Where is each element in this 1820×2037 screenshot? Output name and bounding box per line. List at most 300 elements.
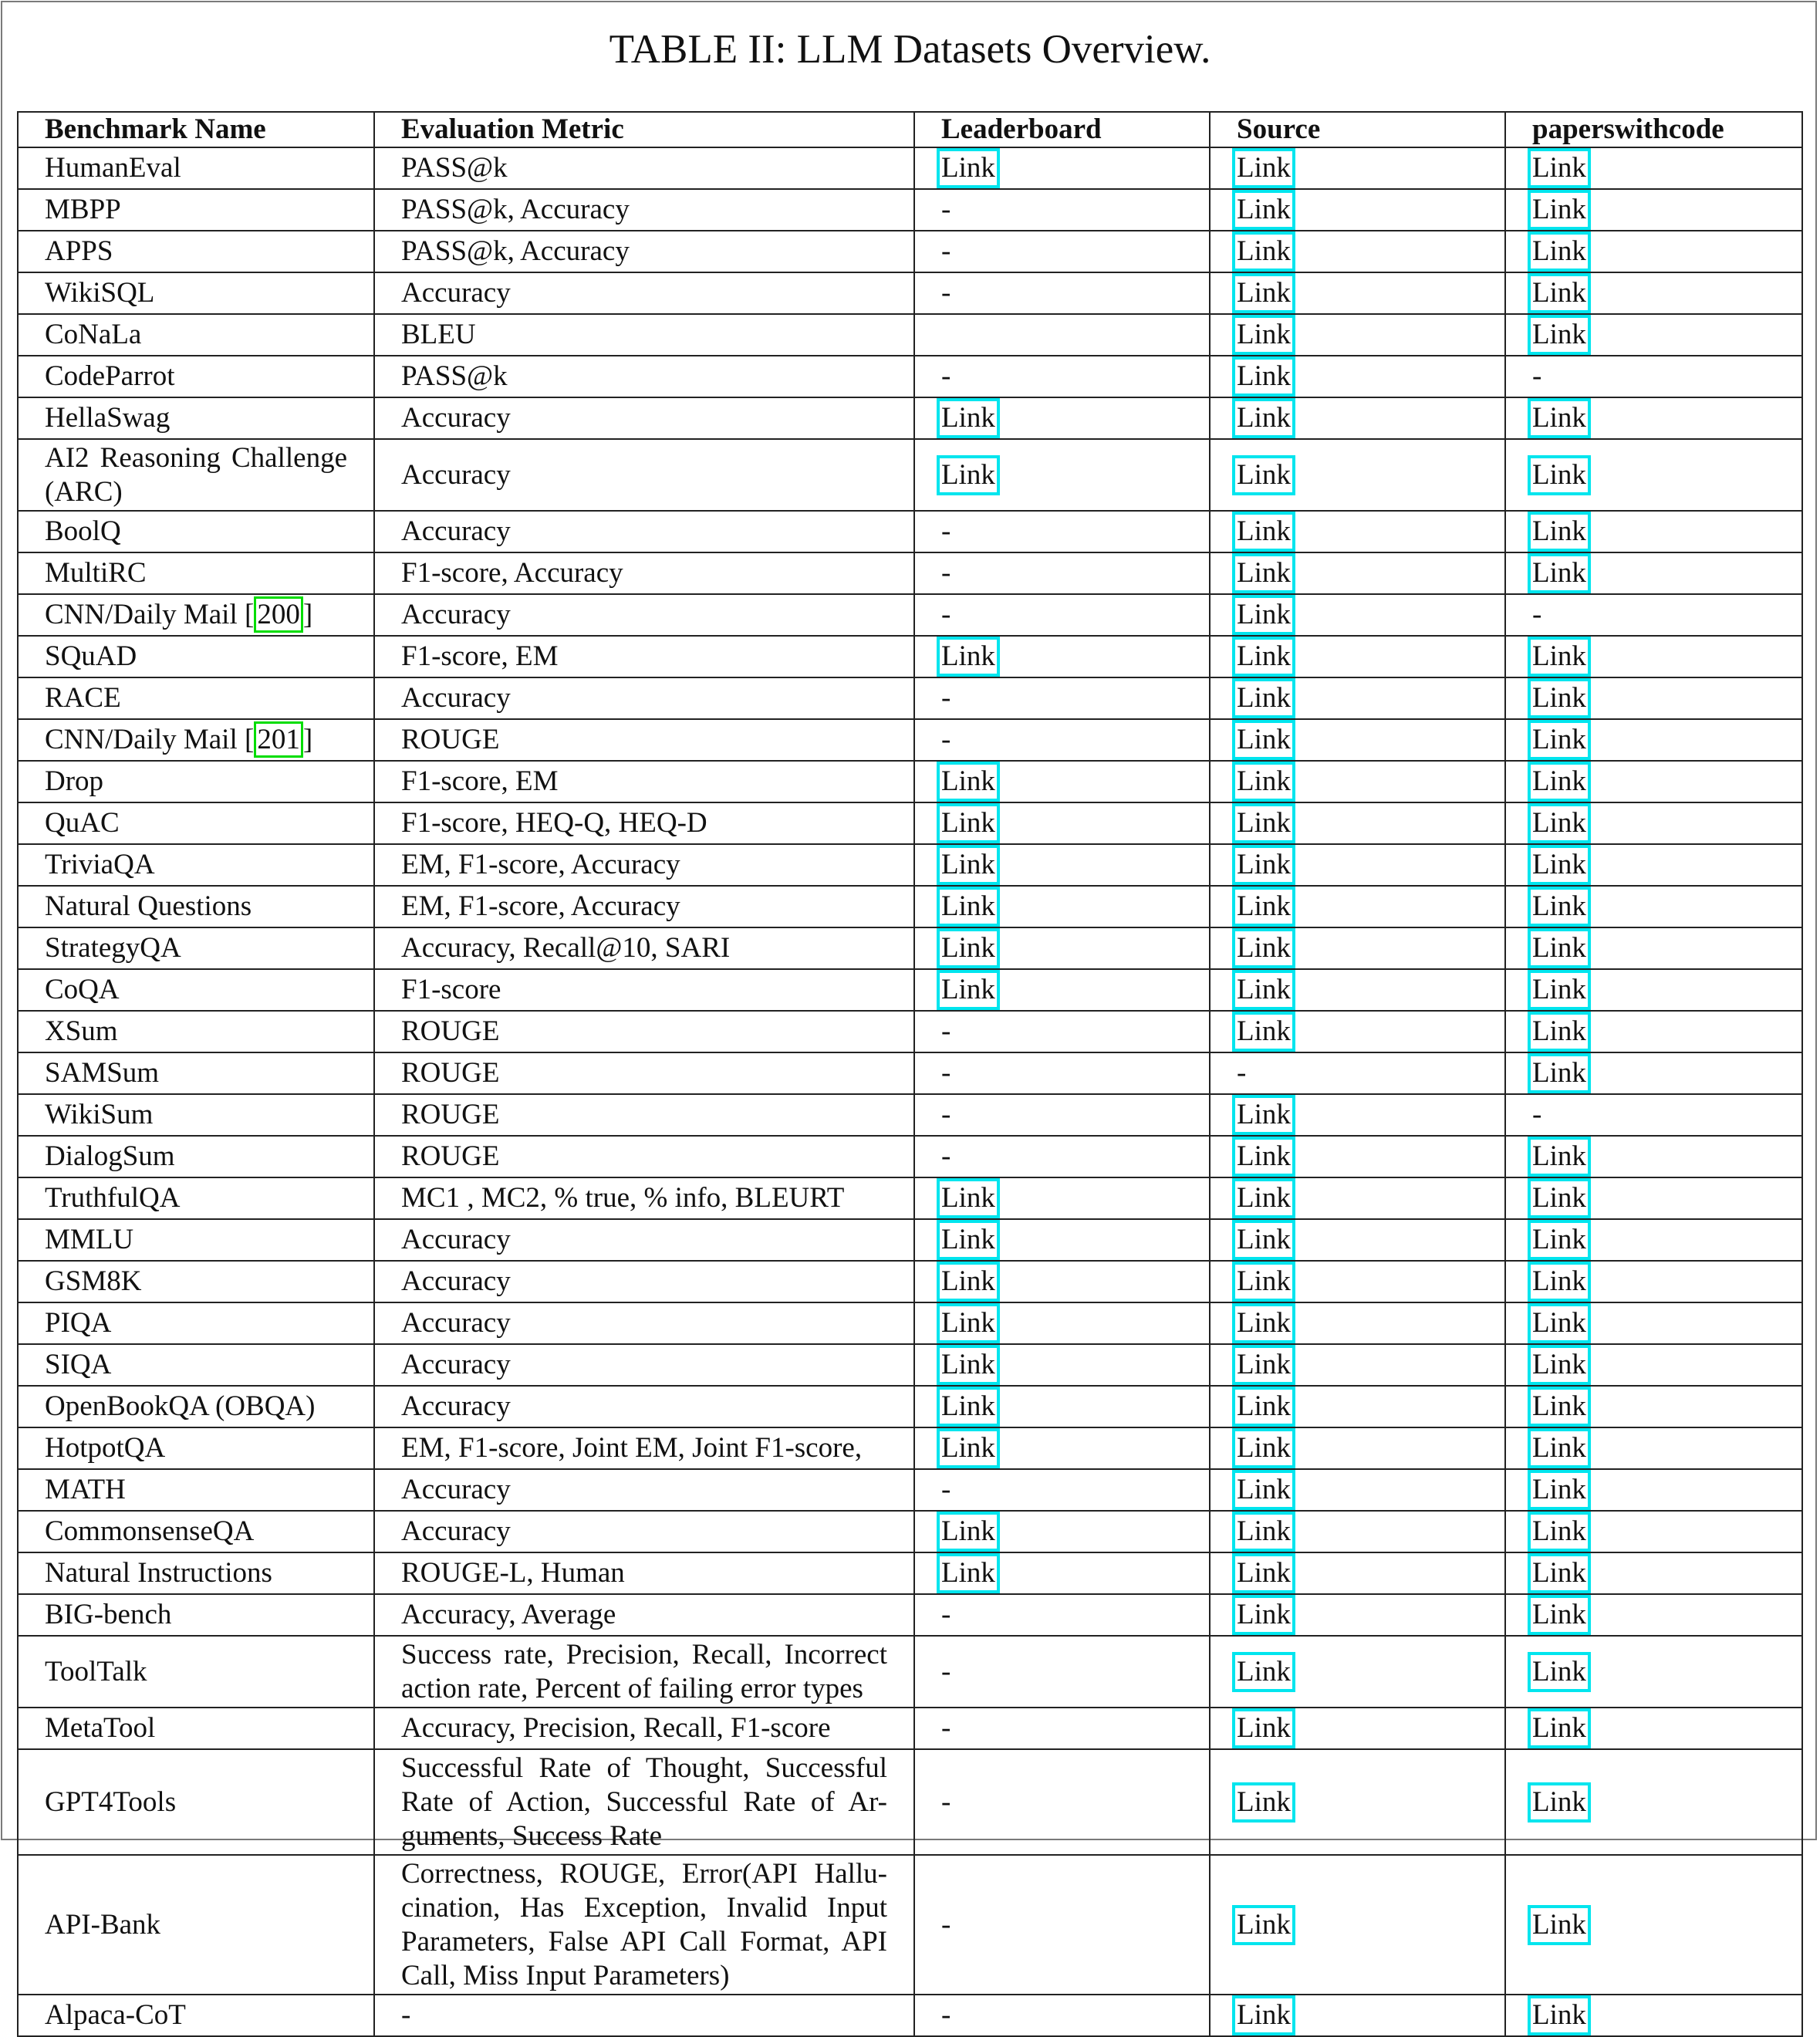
source-link[interactable]: Link (1232, 887, 1295, 927)
paperswithcode-cell (1505, 147, 1802, 189)
leaderboard-cell (914, 189, 1210, 231)
evaluation-metric-cell (374, 1594, 914, 1636)
evaluation-metric-cell (374, 439, 914, 511)
benchmark-name-cell (18, 1855, 374, 1995)
leaderboard-link[interactable]: Link (937, 845, 1000, 885)
source-link[interactable]: Link (1232, 1137, 1295, 1177)
leaderboard-link[interactable]: Link (937, 970, 1000, 1010)
paperswithcode-cell (1505, 927, 1802, 969)
table-row (18, 1136, 1802, 1177)
source-cell (1210, 356, 1505, 397)
source-link[interactable]: Link (1232, 762, 1295, 802)
source-cell (1210, 1511, 1505, 1552)
benchmark-name: MATH (45, 1474, 126, 1505)
source-link[interactable]: Link (1232, 1220, 1295, 1260)
table-row (18, 1011, 1802, 1052)
source-link[interactable]: Link (1232, 356, 1295, 397)
table-row (18, 1427, 1802, 1469)
paperswithcode-link[interactable]: Link (1528, 720, 1591, 760)
evaluation-metric: PASS@k (401, 360, 508, 392)
benchmark-name: OpenBookQA (OBQA) (45, 1390, 316, 1422)
leaderboard-link[interactable]: Link (937, 1512, 1000, 1552)
paperswithcode-link[interactable]: Link (1528, 678, 1591, 718)
source-link[interactable]: Link (1232, 1905, 1295, 1945)
source-link[interactable]: Link (1232, 678, 1295, 718)
leaderboard-value: - (941, 1785, 951, 1818)
leaderboard-value: - (941, 682, 951, 714)
paperswithcode-link[interactable]: Link (1528, 315, 1591, 355)
source-link[interactable]: Link (1232, 190, 1295, 230)
source-link[interactable]: Link (1232, 1095, 1295, 1135)
paperswithcode-cell (1505, 1302, 1802, 1344)
paperswithcode-link[interactable]: Link (1528, 637, 1591, 677)
table-row (18, 356, 1802, 397)
evaluation-metric: Accuracy (401, 682, 511, 714)
leaderboard-value: - (941, 724, 951, 755)
leaderboard-cell (914, 439, 1210, 511)
paperswithcode-cell (1505, 1552, 1802, 1594)
source-link[interactable]: Link (1232, 553, 1295, 593)
leaderboard-link[interactable]: Link (937, 928, 1000, 968)
benchmark-name-cell (18, 677, 374, 719)
leaderboard-cell (914, 1344, 1210, 1386)
benchmark-name: APPS (45, 235, 113, 267)
paperswithcode-link[interactable]: Link (1528, 1782, 1591, 1822)
paperswithcode-cell (1505, 1136, 1802, 1177)
table-row (18, 397, 1802, 439)
paperswithcode-link[interactable]: Link (1528, 455, 1591, 495)
leaderboard-link[interactable]: Link (937, 1220, 1000, 1260)
source-cell (1210, 719, 1505, 761)
source-cell (1210, 1995, 1505, 2036)
source-link[interactable]: Link (1232, 148, 1295, 188)
evaluation-metric: PASS@k, Accuracy (401, 194, 630, 225)
leaderboard-cell (914, 719, 1210, 761)
evaluation-metric-cell (374, 719, 914, 761)
source-cell (1210, 969, 1505, 1011)
benchmark-name-cell (18, 356, 374, 397)
paperswithcode-link[interactable]: Link (1528, 512, 1591, 552)
leaderboard-link[interactable]: Link (937, 148, 1000, 188)
benchmark-name-cell (18, 761, 374, 802)
benchmark-name: WikiSum (45, 1099, 154, 1130)
evaluation-metric: Accuracy (401, 1390, 511, 1422)
source-link[interactable]: Link (1232, 1428, 1295, 1468)
table-row (18, 1052, 1802, 1094)
source-link[interactable]: Link (1232, 1708, 1295, 1748)
leaderboard-value: - (941, 515, 951, 547)
paperswithcode-link[interactable]: Link (1528, 231, 1591, 272)
benchmark-name: API-Bank (45, 1908, 161, 1941)
benchmark-name-cell (18, 927, 374, 969)
leaderboard-link[interactable]: Link (937, 762, 1000, 802)
evaluation-metric-cell (374, 761, 914, 802)
table-row (18, 1219, 1802, 1261)
benchmark-name-cell (18, 1052, 374, 1094)
table-row (18, 927, 1802, 969)
source-cell (1210, 231, 1505, 272)
table-row (18, 552, 1802, 594)
source-link[interactable]: Link (1232, 845, 1295, 885)
evaluation-metric-cell (374, 1708, 914, 1749)
paperswithcode-link[interactable]: Link (1528, 1708, 1591, 1748)
source-link[interactable]: Link (1232, 720, 1295, 760)
header-paperswithcode: paperswithcode (1505, 112, 1802, 147)
leaderboard-cell (914, 1177, 1210, 1219)
table-row (18, 272, 1802, 314)
source-link[interactable]: Link (1232, 1345, 1295, 1385)
benchmark-name: MetaTool (45, 1712, 156, 1744)
paperswithcode-link[interactable]: Link (1528, 1905, 1591, 1945)
benchmark-name: SQuAD (45, 640, 137, 672)
paperswithcode-link[interactable]: Link (1528, 1428, 1591, 1468)
leaderboard-link[interactable]: Link (937, 1553, 1000, 1593)
evaluation-metric-cell (374, 1469, 914, 1511)
benchmark-name-cell (18, 1094, 374, 1136)
table-row (18, 1552, 1802, 1594)
evaluation-metric: Successful Rate of Thought, Successful Rate of Action, Successful Rate of Ar- guments, Success Rate (401, 1752, 887, 1852)
paperswithcode-cell (1505, 1511, 1802, 1552)
benchmark-name: DialogSum (45, 1140, 175, 1172)
source-link[interactable]: Link (1232, 595, 1295, 635)
leaderboard-value: - (941, 1712, 951, 1744)
paperswithcode-link[interactable]: Link (1528, 803, 1591, 843)
source-cell (1210, 1011, 1505, 1052)
source-cell (1210, 1136, 1505, 1177)
table-row (18, 1302, 1802, 1344)
leaderboard-cell (914, 594, 1210, 636)
source-cell (1210, 189, 1505, 231)
leaderboard-link[interactable]: Link (937, 887, 1000, 927)
leaderboard-cell (914, 886, 1210, 927)
evaluation-metric: Accuracy (401, 402, 511, 434)
evaluation-metric-cell (374, 1511, 914, 1552)
source-link[interactable]: Link (1232, 1178, 1295, 1218)
table-row (18, 969, 1802, 1011)
paperswithcode-link[interactable]: Link (1528, 1137, 1591, 1177)
evaluation-metric-cell (374, 802, 914, 844)
evaluation-metric: Accuracy (401, 1224, 511, 1255)
evaluation-metric: Accuracy (401, 1307, 511, 1339)
benchmark-name: BIG-bench (45, 1599, 172, 1630)
evaluation-metric-cell (374, 1344, 914, 1386)
leaderboard-cell (914, 1995, 1210, 2036)
evaluation-metric: ROUGE (401, 724, 500, 755)
source-cell (1210, 552, 1505, 594)
leaderboard-link[interactable]: Link (937, 1303, 1000, 1343)
benchmark-name-cell (18, 1594, 374, 1636)
table-row (18, 719, 1802, 761)
source-cell (1210, 1344, 1505, 1386)
paperswithcode-cell (1505, 886, 1802, 927)
paperswithcode-cell (1505, 1386, 1802, 1427)
paperswithcode-link[interactable]: Link (1528, 1995, 1591, 2035)
benchmark-name-cell (18, 886, 374, 927)
evaluation-metric: EM, F1-score, Accuracy (401, 890, 680, 922)
source-link[interactable]: Link (1232, 970, 1295, 1010)
leaderboard-link[interactable]: Link (937, 1262, 1000, 1302)
evaluation-metric: Accuracy (401, 599, 511, 630)
paperswithcode-link[interactable]: Link (1528, 190, 1591, 230)
evaluation-metric: F1-score (401, 974, 501, 1005)
evaluation-metric: Correctness, ROUGE, Error(API Hallu- cination, Has Exception, Invalid Input Parameters, False API Call Format, API Call, Miss Input Parameters) (401, 1857, 887, 1991)
evaluation-metric: PASS@k, Accuracy (401, 235, 630, 267)
paperswithcode-link[interactable]: Link (1528, 1595, 1591, 1635)
benchmark-name: CoQA (45, 974, 120, 1005)
leaderboard-link[interactable]: Link (937, 1387, 1000, 1427)
source-link[interactable]: Link (1232, 1595, 1295, 1635)
evaluation-metric-cell (374, 1855, 914, 1995)
source-cell (1210, 636, 1505, 677)
leaderboard-value: - (941, 1599, 951, 1630)
source-link[interactable]: Link (1232, 1303, 1295, 1343)
paperswithcode-link[interactable]: Link (1528, 398, 1591, 438)
paperswithcode-cell (1505, 272, 1802, 314)
table-row (18, 761, 1802, 802)
leaderboard-cell (914, 844, 1210, 886)
paperswithcode-link[interactable]: Link (1528, 1012, 1591, 1052)
benchmark-name: SAMSum (45, 1057, 160, 1089)
source-cell (1210, 1427, 1505, 1469)
source-cell (1210, 1636, 1505, 1708)
citation-link[interactable]: 200 (254, 596, 303, 633)
leaderboard-cell (914, 1386, 1210, 1427)
source-link[interactable]: Link (1232, 1012, 1295, 1052)
benchmark-name-cell (18, 1177, 374, 1219)
evaluation-metric: EM, F1-score, Accuracy (401, 849, 680, 880)
leaderboard-link[interactable]: Link (937, 803, 1000, 843)
leaderboard-cell (914, 231, 1210, 272)
leaderboard-value: - (941, 557, 951, 589)
header-evaluation-metric: Evaluation Metric (374, 112, 914, 147)
source-link[interactable]: Link (1232, 1553, 1295, 1593)
source-cell (1210, 439, 1505, 511)
paperswithcode-link[interactable]: Link (1528, 1345, 1591, 1385)
leaderboard-link[interactable]: Link (937, 398, 1000, 438)
source-cell (1210, 594, 1505, 636)
paperswithcode-link[interactable]: Link (1528, 928, 1591, 968)
paperswithcode-link[interactable]: Link (1528, 1303, 1591, 1343)
source-link[interactable]: Link (1232, 637, 1295, 677)
leaderboard-link[interactable]: Link (937, 1428, 1000, 1468)
benchmark-name: MBPP (45, 194, 121, 225)
leaderboard-link[interactable]: Link (937, 455, 1000, 495)
evaluation-metric: ROUGE (401, 1057, 500, 1089)
table-row (18, 1511, 1802, 1552)
paperswithcode-cell (1505, 969, 1802, 1011)
benchmark-name-cell (18, 1708, 374, 1749)
table-row (18, 314, 1802, 356)
source-cell (1210, 1219, 1505, 1261)
source-link[interactable]: Link (1232, 1995, 1295, 2035)
leaderboard-cell (914, 1302, 1210, 1344)
evaluation-metric-cell (374, 511, 914, 552)
benchmark-name-cell (18, 189, 374, 231)
benchmark-name: StrategyQA (45, 932, 181, 964)
evaluation-metric-cell (374, 356, 914, 397)
evaluation-metric: Accuracy, Recall@10, SARI (401, 932, 731, 964)
leaderboard-value: - (941, 1140, 951, 1172)
source-link[interactable]: Link (1232, 512, 1295, 552)
leaderboard-link[interactable]: Link (937, 637, 1000, 677)
source-cell (1210, 511, 1505, 552)
table-row (18, 1386, 1802, 1427)
table-row (18, 636, 1802, 677)
paperswithcode-cell (1505, 356, 1802, 397)
benchmark-name: TriviaQA (45, 849, 155, 880)
benchmark-name: Alpaca-CoT (45, 1999, 186, 2031)
evaluation-metric-cell (374, 147, 914, 189)
evaluation-metric-cell (374, 1261, 914, 1302)
benchmark-name: MultiRC (45, 557, 147, 589)
paperswithcode-link[interactable]: Link (1528, 273, 1591, 313)
table-row (18, 1261, 1802, 1302)
paperswithcode-link[interactable]: Link (1528, 887, 1591, 927)
paperswithcode-link[interactable]: Link (1528, 1652, 1591, 1692)
paperswithcode-link[interactable]: Link (1528, 1178, 1591, 1218)
source-cell (1210, 844, 1505, 886)
header-source: Source (1210, 112, 1505, 147)
evaluation-metric-cell (374, 189, 914, 231)
source-cell (1210, 1177, 1505, 1219)
table-row (18, 802, 1802, 844)
benchmark-name: HumanEval (45, 152, 181, 184)
benchmark-name: GSM8K (45, 1265, 142, 1297)
table-row (18, 147, 1802, 189)
source-cell (1210, 927, 1505, 969)
leaderboard-value: - (941, 1908, 951, 1941)
leaderboard-value: - (941, 1015, 951, 1047)
citation-link[interactable]: 201 (254, 721, 303, 758)
benchmark-name: HellaSwag (45, 402, 171, 434)
evaluation-metric: Accuracy (401, 1349, 511, 1380)
paperswithcode-link[interactable]: Link (1528, 148, 1591, 188)
source-link[interactable]: Link (1232, 1512, 1295, 1552)
benchmark-name: Natural Questions (45, 890, 252, 922)
paperswithcode-link[interactable]: Link (1528, 1053, 1591, 1093)
source-link[interactable]: Link (1232, 231, 1295, 272)
source-link[interactable]: Link (1232, 1262, 1295, 1302)
table-row (18, 886, 1802, 927)
leaderboard-cell (914, 1855, 1210, 1995)
source-cell (1210, 677, 1505, 719)
benchmark-name: QuAC (45, 807, 120, 839)
benchmark-name-cell (18, 1469, 374, 1511)
leaderboard-cell (914, 1261, 1210, 1302)
paperswithcode-cell (1505, 1469, 1802, 1511)
paperswithcode-cell (1505, 552, 1802, 594)
evaluation-metric: Accuracy (401, 277, 511, 309)
benchmark-name-cell (18, 1995, 374, 2036)
paperswithcode-cell (1505, 1636, 1802, 1708)
evaluation-metric-cell (374, 1302, 914, 1344)
evaluation-metric-cell (374, 969, 914, 1011)
source-cell (1210, 1386, 1505, 1427)
evaluation-metric: ROUGE (401, 1015, 500, 1047)
paperswithcode-link[interactable]: Link (1528, 1553, 1591, 1593)
source-value: - (1237, 1057, 1247, 1089)
leaderboard-value: - (941, 235, 951, 267)
leaderboard-cell (914, 1052, 1210, 1094)
paperswithcode-link[interactable]: Link (1528, 1387, 1591, 1427)
benchmark-name-cell (18, 1386, 374, 1427)
table-row (18, 1594, 1802, 1636)
benchmark-name-cell: CNN/Daily Mail [ 200 ] (18, 594, 374, 636)
evaluation-metric-cell (374, 1749, 914, 1855)
leaderboard-value: - (941, 1655, 951, 1687)
leaderboard-value: - (941, 1474, 951, 1505)
source-link[interactable]: Link (1232, 928, 1295, 968)
evaluation-metric: Accuracy (401, 458, 511, 491)
evaluation-metric-cell (374, 1636, 914, 1708)
evaluation-metric: PASS@k (401, 152, 508, 184)
leaderboard-link[interactable]: Link (937, 1178, 1000, 1218)
leaderboard-cell (914, 969, 1210, 1011)
source-link[interactable]: Link (1232, 803, 1295, 843)
benchmark-name-cell (18, 1344, 374, 1386)
evaluation-metric: Success rate, Precision, Recall, Incorrect action rate, Percent of failing error types (401, 1638, 887, 1704)
benchmark-name-cell (18, 1427, 374, 1469)
leaderboard-cell (914, 314, 1210, 356)
paperswithcode-link[interactable]: Link (1528, 1220, 1591, 1260)
benchmark-name: SIQA (45, 1349, 112, 1380)
leaderboard-link[interactable]: Link (937, 1345, 1000, 1385)
source-link[interactable]: Link (1232, 1652, 1295, 1692)
table-row (18, 1749, 1802, 1855)
table-row (18, 594, 1802, 636)
source-cell (1210, 1052, 1505, 1094)
benchmark-name-cell (18, 1636, 374, 1708)
source-link[interactable]: Link (1232, 273, 1295, 313)
source-link[interactable]: Link (1232, 315, 1295, 355)
source-link[interactable]: Link (1232, 1387, 1295, 1427)
paperswithcode-link[interactable]: Link (1528, 762, 1591, 802)
source-link[interactable]: Link (1232, 398, 1295, 438)
benchmark-name-cell (18, 439, 374, 511)
evaluation-metric-cell (374, 1552, 914, 1594)
evaluation-metric: MC1 , MC2, % true, % info, BLEURT (401, 1182, 845, 1214)
benchmark-name-cell: CNN/Daily Mail [ 201 ] (18, 719, 374, 761)
paperswithcode-link[interactable]: Link (1528, 970, 1591, 1010)
source-link[interactable]: Link (1232, 455, 1295, 495)
paperswithcode-link[interactable]: Link (1528, 553, 1591, 593)
benchmark-name-cell (18, 636, 374, 677)
evaluation-metric: Accuracy (401, 1265, 511, 1297)
source-link[interactable]: Link (1232, 1470, 1295, 1510)
paperswithcode-link[interactable]: Link (1528, 1262, 1591, 1302)
evaluation-metric-cell (374, 231, 914, 272)
benchmark-name: AI2 Reasoning Challenge (ARC) (45, 441, 347, 508)
source-cell (1210, 1302, 1505, 1344)
evaluation-metric-cell (374, 1427, 914, 1469)
benchmark-name: ToolTalk (45, 1655, 147, 1687)
paperswithcode-cell (1505, 802, 1802, 844)
source-link[interactable]: Link (1232, 1782, 1295, 1822)
paperswithcode-link[interactable]: Link (1528, 845, 1591, 885)
paperswithcode-value: - (1532, 599, 1542, 630)
paperswithcode-cell (1505, 511, 1802, 552)
paperswithcode-link[interactable]: Link (1528, 1470, 1591, 1510)
table-row (18, 1094, 1802, 1136)
benchmark-name: Natural Instructions (45, 1557, 272, 1589)
paperswithcode-link[interactable]: Link (1528, 1512, 1591, 1552)
source-cell (1210, 1708, 1505, 1749)
leaderboard-cell (914, 927, 1210, 969)
benchmark-name: BoolQ (45, 515, 121, 547)
evaluation-metric-cell (374, 1219, 914, 1261)
benchmark-name-cell (18, 1749, 374, 1855)
benchmark-name: GPT4Tools (45, 1785, 177, 1818)
